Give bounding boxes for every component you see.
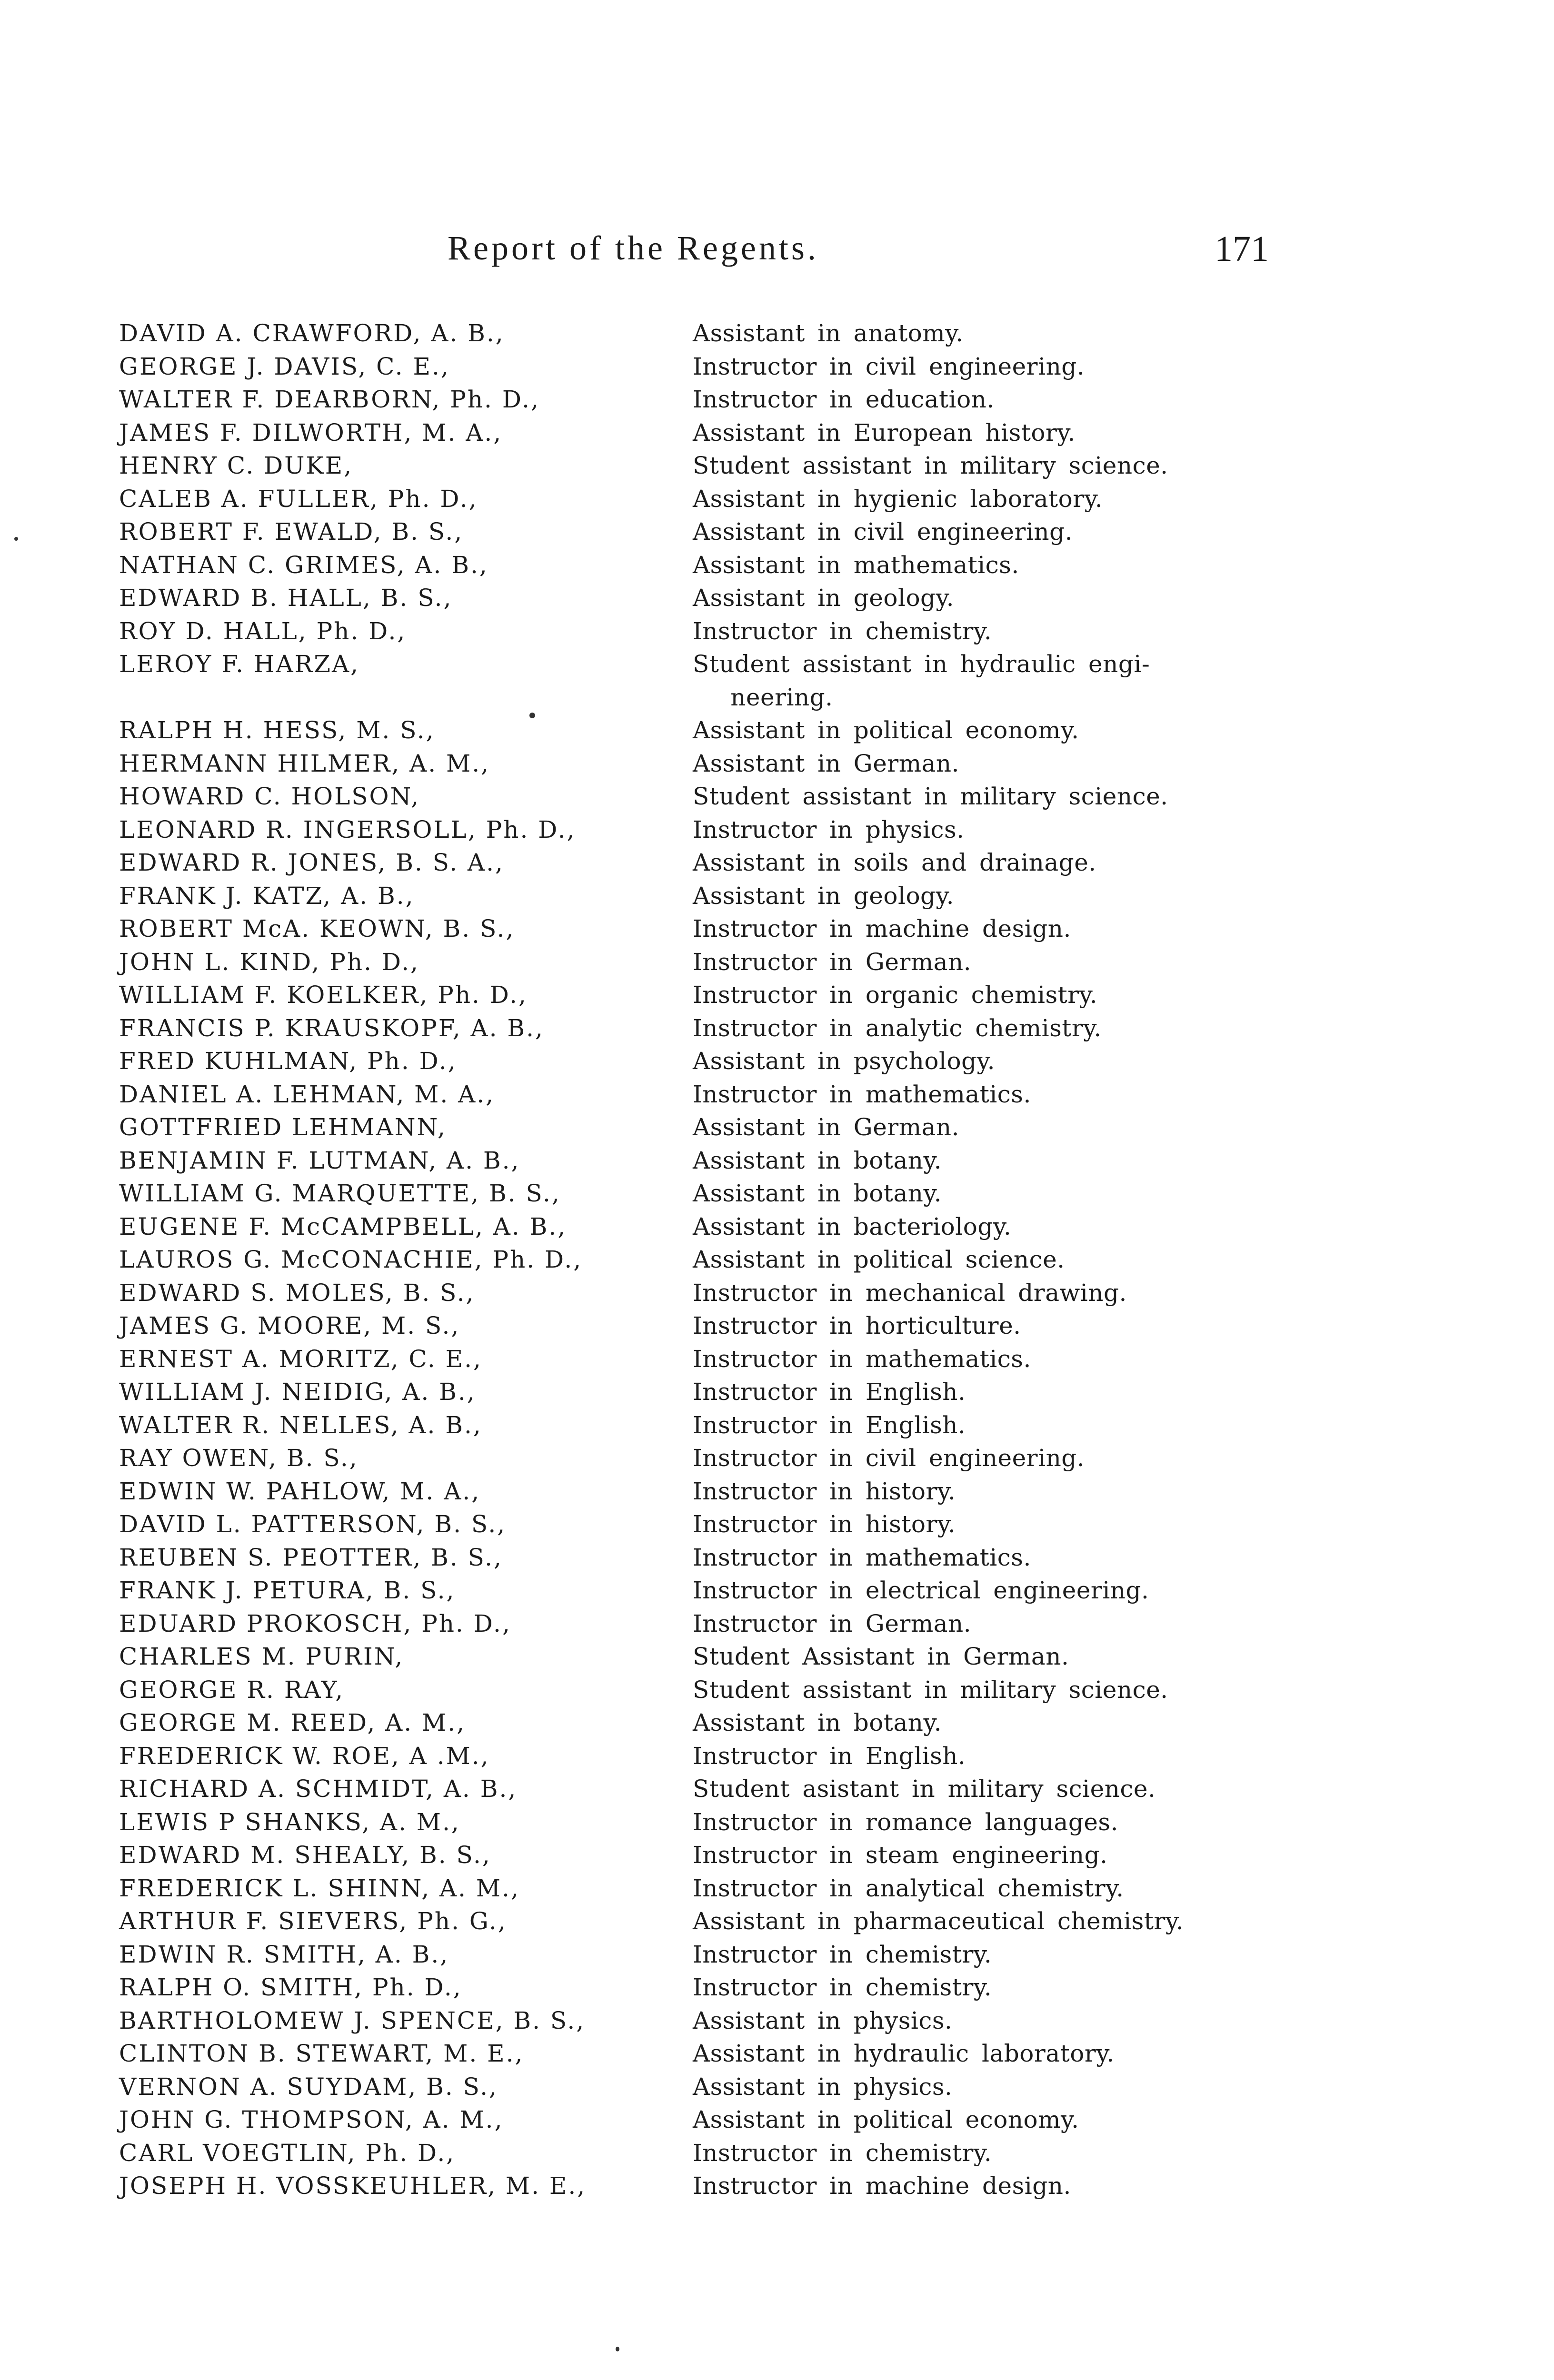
list-item — [119, 1210, 1276, 1244]
staff-position: Assistant in European history. — [693, 418, 1076, 446]
list-item — [119, 1640, 1276, 1674]
staff-position: Instructor in civil engineering. — [693, 1444, 1085, 1472]
list-item — [119, 2071, 1276, 2104]
list-item — [119, 1706, 1276, 1740]
staff-name: DAVID A. CRAWFORD, A. B., — [119, 319, 505, 347]
staff-name: FREDERICK L. SHINN, A. M., — [119, 1874, 520, 1902]
staff-position: Instructor in chemistry. — [693, 617, 992, 645]
staff-position: Assistant in botany. — [693, 1146, 942, 1174]
list-item — [119, 615, 1276, 648]
list-item — [119, 383, 1276, 416]
list-item — [119, 2103, 1276, 2137]
list-item — [119, 1144, 1276, 1178]
list-item — [119, 483, 1276, 516]
list-item — [119, 1574, 1276, 1607]
header-title: Report of the Regents. — [448, 229, 819, 267]
list-item — [119, 350, 1276, 384]
staff-position: Instructor in civil engineering. — [693, 352, 1085, 380]
staff-name: LEWIS P SHANKS, A. M., — [119, 1808, 460, 1836]
staff-name: RAY OWEN, B. S., — [119, 1444, 359, 1472]
staff-position: Assistant in German. — [693, 1113, 960, 1141]
running-header — [448, 228, 1269, 286]
staff-position: Instructor in history. — [693, 1477, 956, 1505]
staff-position: Instructor in machine design. — [693, 2172, 1071, 2200]
list-item — [119, 714, 1276, 747]
staff-name: GEORGE R. RAY, — [119, 1676, 345, 1704]
staff-name: WALTER F. DEARBORN, Ph. D., — [119, 386, 540, 413]
staff-name: WILLIAM F. KOELKER, Ph. D., — [119, 981, 528, 1009]
staff-position: Instructor in machine design. — [693, 915, 1071, 942]
staff-name: CALEB A. FULLER, Ph. D., — [119, 485, 478, 513]
staff-name: JAMES G. MOORE, M. S., — [119, 1312, 460, 1339]
staff-position: Instructor in organic chemistry. — [693, 981, 1098, 1009]
list-item — [119, 1740, 1276, 1773]
staff-position: Instructor in chemistry. — [693, 1940, 992, 1968]
list-item — [119, 1012, 1276, 1045]
staff-position: Student assistant in military science. — [693, 1676, 1168, 1704]
staff-position: Instructor in steam engineering. — [693, 1841, 1108, 1869]
staff-position: Instructor in mathematics. — [693, 1543, 1031, 1571]
list-item — [119, 416, 1276, 450]
staff-name: FREDERICK W. ROE, A .M., — [119, 1742, 490, 1770]
staff-position: Student Assistant in German. — [693, 1643, 1069, 1670]
staff-position: Assistant in botany. — [693, 1180, 942, 1207]
staff-name: JOHN G. THOMPSON, A. M., — [119, 2106, 504, 2133]
staff-name: HERMANN HILMER, A. M., — [119, 749, 490, 777]
staff-name: GEORGE M. REED, A. M., — [119, 1709, 466, 1736]
staff-name: ARTHUR F. SIEVERS, Ph. G., — [119, 1907, 507, 1935]
list-item — [119, 1607, 1276, 1641]
staff-position: Instructor in analytic chemistry. — [693, 1014, 1102, 1042]
staff-name: RALPH O. SMITH, Ph. D., — [119, 1973, 462, 2001]
staff-name: ROBERT McA. KEOWN, B. S., — [119, 915, 515, 942]
staff-position: Assistant in geology. — [693, 882, 955, 910]
staff-name: WILLIAM G. MARQUETTE, B. S., — [119, 1180, 561, 1207]
staff-position: Student assistant in military science. — [693, 452, 1168, 479]
staff-position: Assistant in psychology. — [693, 1047, 996, 1075]
print-speck — [14, 537, 18, 541]
staff-position: Instructor in mathematics. — [693, 1345, 1031, 1373]
list-item — [119, 1409, 1276, 1442]
staff-name: LEONARD R. INGERSOLL, Ph. D., — [119, 815, 576, 843]
staff-name: RALPH H. HESS, M. S., — [119, 716, 435, 744]
staff-name: DAVID L. PATTERSON, B. S., — [119, 1510, 507, 1538]
list-item — [119, 1277, 1276, 1310]
staff-name: JAMES F. DILWORTH, M. A., — [119, 418, 503, 446]
staff-name: HOWARD C. HOLSON, — [119, 783, 420, 810]
list-item — [119, 1806, 1276, 1839]
staff-name: EDWARD M. SHEALY, B. S., — [119, 1841, 491, 1869]
staff-position: Instructor in English. — [693, 1411, 966, 1439]
staff-name: GOTTFRIED LEHMANN, — [119, 1113, 447, 1141]
list-item — [119, 2170, 1276, 2203]
staff-position: Assistant in political economy. — [693, 2106, 1079, 2133]
staff-name: EDWIN W. PAHLOW, M. A., — [119, 1477, 481, 1505]
staff-name: CARL VOEGTLIN, Ph. D., — [119, 2139, 456, 2167]
staff-name: ERNEST A. MORITZ, C. E., — [119, 1345, 482, 1373]
staff-position: Instructor in chemistry. — [693, 1973, 992, 2001]
staff-position: Instructor in English. — [693, 1742, 966, 1770]
staff-position: Instructor in mathematics. — [693, 1080, 1031, 1108]
staff-name: FRED KUHLMAN, Ph. D., — [119, 1047, 457, 1075]
staff-name: FRANK J. KATZ, A. B., — [119, 882, 415, 910]
staff-name: BENJAMIN F. LUTMAN, A. B., — [119, 1146, 520, 1174]
list-item — [119, 1971, 1276, 2004]
staff-name: JOSEPH H. VOSSKEUHLER, M. E., — [119, 2172, 587, 2200]
list-item — [119, 1905, 1276, 1938]
list-item — [119, 880, 1276, 913]
list-item — [119, 549, 1276, 582]
staff-position: Instructor in electrical engineering. — [693, 1577, 1149, 1604]
list-item — [119, 1078, 1276, 1111]
staff-position: Student assistant in hydraulic engi- neering. — [693, 650, 1150, 711]
staff-name: EDUARD PROKOSCH, Ph. D., — [119, 1609, 511, 1637]
list-item — [119, 1839, 1276, 1872]
list-item — [119, 648, 1276, 714]
page-number: 171 — [1215, 229, 1269, 269]
staff-position: Assistant in anatomy. — [693, 319, 964, 347]
list-item — [119, 2037, 1276, 2071]
staff-name: HENRY C. DUKE, — [119, 452, 353, 479]
staff-position: Instructor in romance languages. — [693, 1808, 1118, 1836]
list-item — [119, 780, 1276, 813]
staff-position: Assistant in civil engineering. — [693, 518, 1073, 545]
staff-name: BARTHOLOMEW J. SPENCE, B. S., — [119, 2006, 586, 2034]
list-item — [119, 747, 1276, 781]
list-item — [119, 516, 1276, 549]
staff-name: EDWARD B. HALL, B. S., — [119, 584, 453, 612]
staff-position: Instructor in education. — [693, 386, 995, 413]
list-item — [119, 2004, 1276, 2038]
staff-position: Assistant in physics. — [693, 2073, 953, 2101]
list-item — [119, 1938, 1276, 1972]
staff-position: Assistant in bacteriology. — [693, 1212, 1012, 1240]
staff-position: Assistant in pharmaceutical chemistry. — [693, 1907, 1184, 1935]
staff-name: JOHN L. KIND, Ph. D., — [119, 948, 419, 976]
list-item — [119, 1508, 1276, 1541]
list-item — [119, 1541, 1276, 1575]
staff-name: EUGENE F. McCAMPBELL, A. B., — [119, 1212, 567, 1240]
list-item — [119, 813, 1276, 847]
list-item — [119, 1674, 1276, 1707]
staff-position: Student assistant in military science. — [693, 783, 1168, 810]
staff-name: EDWIN R. SMITH, A. B., — [119, 1940, 449, 1968]
staff-list — [119, 317, 1276, 2203]
staff-position: Assistant in physics. — [693, 2006, 953, 2034]
staff-name: LEROY F. HARZA, — [119, 650, 360, 678]
list-item — [119, 1045, 1276, 1078]
list-item — [119, 946, 1276, 979]
staff-position: Instructor in mechanical drawing. — [693, 1279, 1127, 1307]
staff-position: Assistant in mathematics. — [693, 551, 1019, 579]
staff-name: REUBEN S. PEOTTER, B. S., — [119, 1543, 503, 1571]
staff-position: Instructor in analytical chemistry. — [693, 1874, 1124, 1902]
list-item — [119, 1872, 1276, 1905]
print-speck — [616, 2347, 619, 2351]
staff-name: CHARLES M. PURIN, — [119, 1643, 404, 1670]
list-item — [119, 1309, 1276, 1343]
staff-name: DANIEL A. LEHMAN, M. A., — [119, 1080, 495, 1108]
staff-position: Assistant in political economy. — [693, 716, 1079, 744]
staff-name: EDWARD R. JONES, B. S. A., — [119, 849, 504, 876]
print-speck — [529, 713, 535, 718]
staff-name: CLINTON B. STEWART, M. E., — [119, 2040, 524, 2067]
list-item — [119, 2137, 1276, 2170]
staff-name: NATHAN C. GRIMES, A. B., — [119, 551, 488, 579]
list-item — [119, 1343, 1276, 1376]
staff-position: Instructor in English. — [693, 1378, 966, 1406]
list-item — [119, 1376, 1276, 1409]
staff-position: Student asistant in military science. — [693, 1775, 1156, 1803]
staff-position: Instructor in horticulture. — [693, 1312, 1021, 1339]
staff-name: VERNON A. SUYDAM, B. S., — [119, 2073, 498, 2101]
list-item — [119, 1475, 1276, 1508]
staff-name: GEORGE J. DAVIS, C. E., — [119, 352, 450, 380]
list-item — [119, 1243, 1276, 1277]
staff-position: Assistant in geology. — [693, 584, 955, 612]
list-item — [119, 582, 1276, 615]
staff-position: Assistant in soils and drainage. — [693, 849, 1096, 876]
staff-name: FRANK J. PETURA, B. S., — [119, 1577, 456, 1604]
list-item — [119, 317, 1276, 350]
staff-position: Assistant in botany. — [693, 1709, 942, 1736]
staff-position: Assistant in hygienic laboratory. — [693, 485, 1103, 513]
list-item — [119, 1177, 1276, 1210]
staff-name: WALTER R. NELLES, A. B., — [119, 1411, 482, 1439]
list-item — [119, 1442, 1276, 1475]
staff-name: EDWARD S. MOLES, B. S., — [119, 1279, 475, 1307]
staff-position: Instructor in German. — [693, 948, 972, 976]
list-item — [119, 1111, 1276, 1144]
staff-name: ROY D. HALL, Ph. D., — [119, 617, 407, 645]
staff-position: Assistant in German. — [693, 749, 960, 777]
staff-position: Instructor in German. — [693, 1609, 972, 1637]
staff-name: RICHARD A. SCHMIDT, A. B., — [119, 1775, 518, 1803]
staff-name: LAUROS G. McCONACHIE, Ph. D., — [119, 1246, 583, 1273]
list-item — [119, 979, 1276, 1012]
staff-position: Instructor in physics. — [693, 815, 965, 843]
staff-position: Assistant in hydraulic laboratory. — [693, 2040, 1115, 2067]
list-item — [119, 1773, 1276, 1806]
list-item — [119, 912, 1276, 946]
staff-name: FRANCIS P. KRAUSKOPF, A. B., — [119, 1014, 544, 1042]
list-item — [119, 846, 1276, 880]
staff-position: Assistant in political science. — [693, 1246, 1065, 1273]
staff-position: Instructor in chemistry. — [693, 2139, 992, 2167]
staff-name: WILLIAM J. NEIDIG, A. B., — [119, 1378, 476, 1406]
staff-position: Instructor in history. — [693, 1510, 956, 1538]
staff-name: ROBERT F. EWALD, B. S., — [119, 518, 464, 545]
list-item — [119, 449, 1276, 483]
